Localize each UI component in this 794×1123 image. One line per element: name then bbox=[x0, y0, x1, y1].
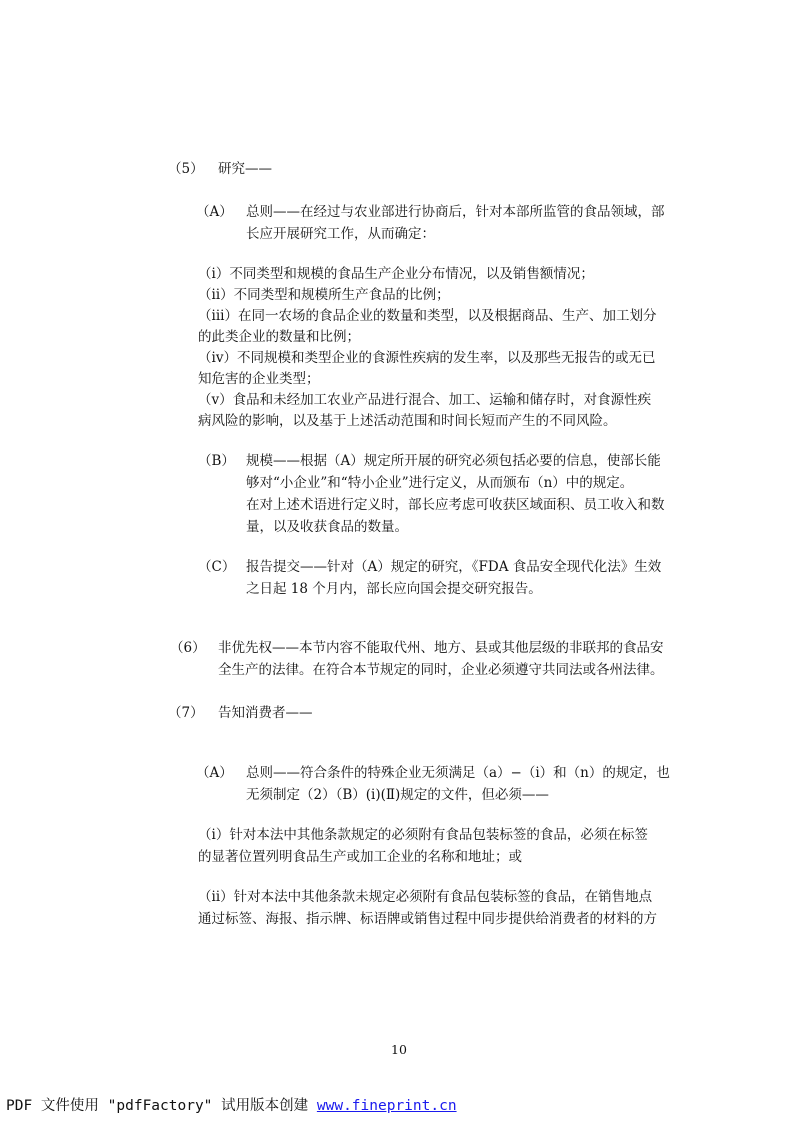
section-5-number: （5） bbox=[168, 161, 204, 177]
section-5c-line-1: 报告提交——针对（A）规定的研究，《FDA 食品安全现代化法》生效 bbox=[246, 559, 662, 575]
footer-text: PDF 文件使用 "pdfFactory" 试用版本创建 bbox=[6, 1098, 317, 1114]
section-5b-line-2: 够对“小企业”和“特小企业”进行定义，从而颁布（n）中的规定。 bbox=[246, 475, 634, 491]
section-7-i-line-2: 的显著位置列明食品生产或加工企业的名称和地址；或 bbox=[198, 849, 522, 865]
section-5-item-line: 知危害的企业类型； bbox=[198, 371, 320, 387]
section-5b-number: （B） bbox=[198, 453, 235, 469]
section-7-ii-line-2: 通过标签、海报、指示牌、标语牌或销售过程中同步提供给消费者的材料的方 bbox=[198, 911, 657, 927]
section-5-title: 研究—— bbox=[218, 161, 272, 177]
pdf-footer bbox=[6, 1094, 457, 1115]
section-7-ii-line-1: （ⅱ）针对本法中其他条款未规定必须附有食品包装标签的食品，在销售地点 bbox=[198, 889, 653, 905]
footer-link[interactable]: www.fineprint.cn bbox=[316, 1098, 457, 1114]
section-5a-number: （A） bbox=[196, 204, 233, 220]
section-5-item-line: 病风险的影响，以及基于上述活动范围和时间长短而产生的不同风险。 bbox=[198, 413, 617, 429]
section-5b-line-1: 规模——根据（A）规定所开展的研究必须包括必要的信息，使部长能 bbox=[246, 453, 661, 469]
section-7-i-line-1: （ⅰ）针对本法中其他条款规定的必须附有食品包装标签的食品，必须在标签 bbox=[198, 827, 648, 843]
section-6-line-2: 全生产的法律。在符合本节规定的同时，企业必须遵守共同法或各州法律。 bbox=[218, 662, 664, 678]
section-5a-line-2: 长应开展研究工作，从而确定： bbox=[246, 226, 435, 242]
section-5b-line-4: 量，以及收获食品的数量。 bbox=[246, 519, 408, 535]
section-5-item-line: （iii）在同一农场的食品企业的数量和类型，以及根据商品、生产、加工划分 bbox=[198, 308, 657, 324]
section-5-item-line: （ⅱ）不同类型和规模所生产食品的比例； bbox=[198, 287, 450, 303]
section-7a-line-1: 总则——符合条件的特殊企业无须满足（a）−（i）和（n）的规定，也 bbox=[246, 765, 670, 781]
section-7-title: 告知消费者—— bbox=[218, 705, 313, 721]
page-number: 10 bbox=[391, 1042, 407, 1057]
section-6-number: （6） bbox=[170, 640, 206, 656]
section-5-item-line: （iv）不同规模和类型企业的食源性疾病的发生率，以及那些无报告的或无已 bbox=[198, 350, 656, 366]
section-7a-number: （A） bbox=[196, 765, 233, 781]
section-7-number: （7） bbox=[168, 705, 204, 721]
section-5-item-line: （ⅴ）食品和未经加工农业产品进行混合、加工、运输和储存时，对食源性疾 bbox=[198, 392, 652, 408]
section-7a-line-2: 无须制定（2）（B）(ⅰ)(Ⅱ)规定的文件，但必须—— bbox=[246, 787, 549, 803]
section-5b-line-3: 在对上述术语进行定义时，部长应考虑可收获区域面积、员工收入和数 bbox=[246, 497, 665, 513]
section-5c-number: （C） bbox=[198, 559, 236, 575]
section-5c-line-2: 之日起 18 个月内，部长应向国会提交研究报告。 bbox=[246, 581, 542, 597]
section-5-item-line: 的此类企业的数量和比例； bbox=[198, 329, 360, 345]
section-6-line-1: 非优先权——本节内容不能取代州、地方、县或其他层级的非联邦的食品安 bbox=[218, 640, 664, 656]
section-5-item-line: （ⅰ）不同类型和规模的食品生产企业分布情况，以及销售额情况； bbox=[198, 266, 594, 282]
section-5a-line-1: 总则——在经过与农业部进行协商后，针对本部所监管的食品领域，部 bbox=[246, 204, 665, 220]
